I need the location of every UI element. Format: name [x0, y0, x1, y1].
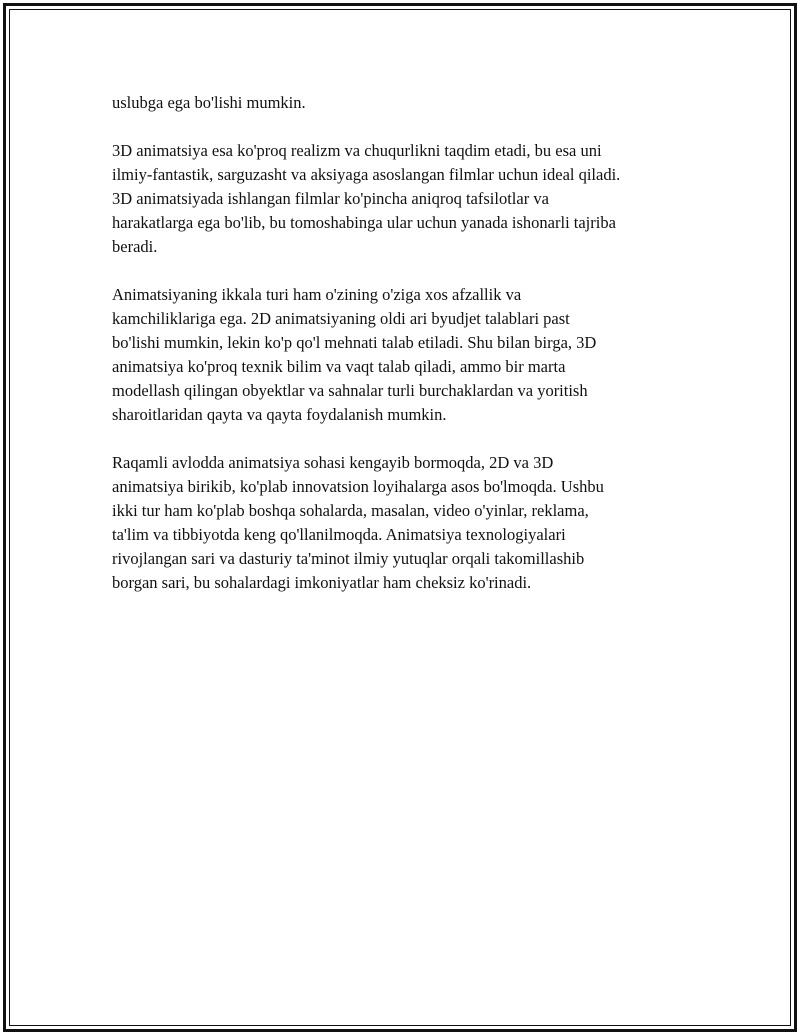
text-line: borgan sari, bu sohalardagi imkoniyatlar ham cheksiz ko'rinadi. [112, 573, 532, 592]
text-line: Animatsiyaning ikkala turi ham o'zining o'ziga xos afzallik va [112, 285, 522, 304]
text-line: beradi. [112, 237, 158, 256]
text-line: 3D animatsiyada ishlangan filmlar ko'pincha aniqroq tafsilotlar va [112, 189, 549, 208]
text-line: animatsiya birikib, ko'plab innovatsion loyihalarga asos bo'lmoqda. Ushbu [112, 477, 604, 496]
text-line: 3D animatsiya esa ko'proq realizm va chuqurlikni taqdim etadi, bu esa uni [112, 141, 602, 160]
text-line: ilmiy-fantastik, sarguzasht va aksiyaga asoslangan filmlar uchun ideal qiladi. [112, 165, 621, 184]
paragraph-1 [112, 91, 692, 115]
text-line: Raqamli avlodda animatsiya sohasi kengayib bormoqda, 2D va 3D [112, 453, 554, 472]
text-line: sharoitlaridan qayta va qayta foydalanish mumkin. [112, 405, 447, 424]
text-line: bo'lishi mumkin, lekin ko'p qo'l mehnati talab etiladi. Shu bilan birga, 3D [112, 333, 597, 352]
text-line: kamchiliklariga ega. 2D animatsiyaning oldi ari byudjet talablari past [112, 309, 570, 328]
paragraph-4 [112, 451, 692, 595]
text-line: uslubga ega bo'lishi mumkin. [112, 93, 306, 112]
text-line: harakatlarga ega bo'lib, bu tomoshabinga ular uchun yanada ishonarli tajriba [112, 213, 616, 232]
text-line: ta'lim va tibbiyotda keng qo'llanilmoqda. Animatsiya texnologiyalari [112, 525, 566, 544]
text-line: ikki tur ham ko'plab boshqa sohalarda, masalan, video o'yinlar, reklama, [112, 501, 589, 520]
paragraph-2 [112, 139, 692, 259]
text-line: modellash qilingan obyektlar va sahnalar turli burchaklardan va yoritish [112, 381, 588, 400]
paragraph-3 [112, 283, 692, 427]
text-line: animatsiya ko'proq texnik bilim va vaqt talab qiladi, ammo bir marta [112, 357, 566, 376]
text-line: rivojlangan sari va dasturiy ta'minot ilmiy yutuqlar orqali takomillashib [112, 549, 585, 568]
document-body [112, 91, 692, 619]
